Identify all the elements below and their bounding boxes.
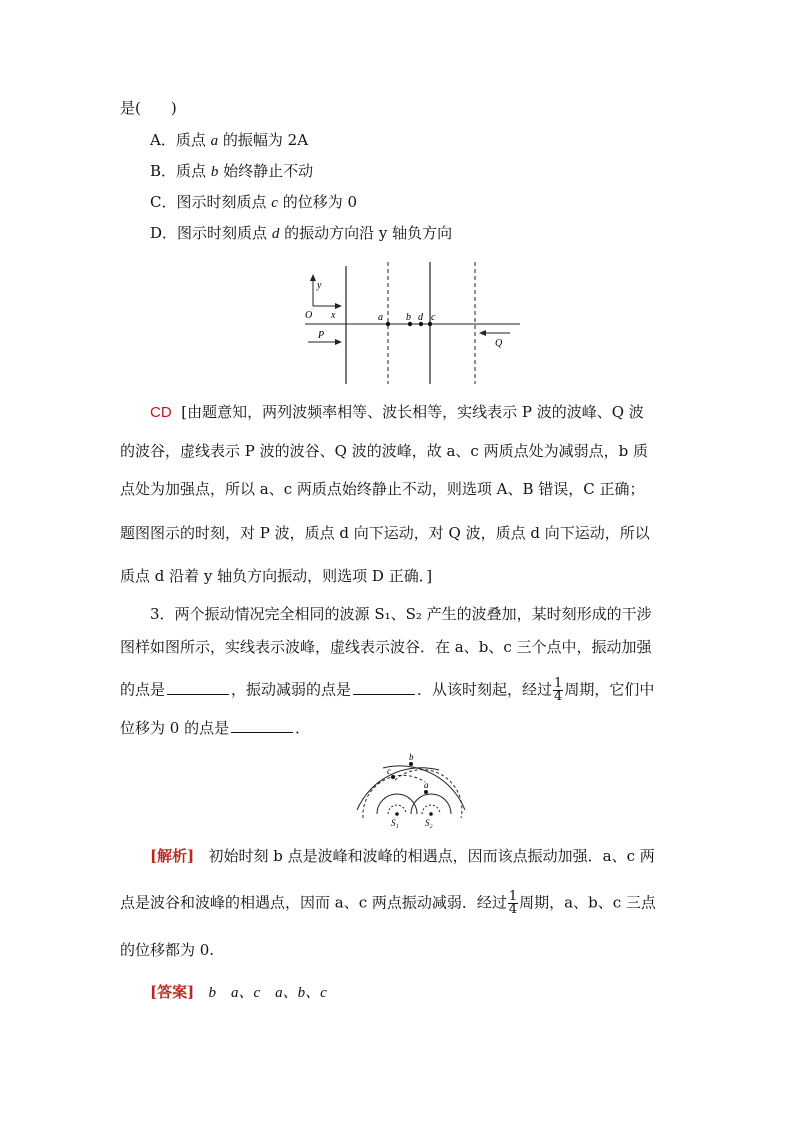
x-axis-label: x	[331, 310, 336, 321]
answer-line	[150, 982, 327, 1003]
origin-label: O	[305, 310, 313, 321]
question-3-line-3: 的点是 ，振动减弱的点是 ．从该时刻起，经过 $\frac{1}{4}$ 周期，它们中	[120, 676, 655, 704]
option-b[interactable]: B．质点 b 始终静止不动	[150, 162, 314, 180]
explanation-line-4: 题图图示的时刻，对 P 波，质点 d 向下运动，对 Q 波，质点 d 向下运动，所以	[120, 524, 650, 542]
wave-superposition-figure	[300, 258, 525, 388]
y-axis-label: y	[317, 280, 322, 291]
label-d: d	[418, 312, 423, 323]
explanation-line-1: CD [由题意知，两列波频率相等、波长相等，实线表示 P 波的波峰、Q 波	[150, 403, 644, 421]
answer-text: b a、c a、b、c	[208, 985, 327, 1001]
label-a: a	[424, 780, 429, 790]
explanation-line-2: 的波谷，虚线表示 P 波的波谷、Q 波的波峰，故 a、c 两质点处为减弱点，b 质	[120, 442, 648, 460]
option-a[interactable]: A．质点 a 的振幅为 2A	[150, 131, 309, 149]
wave-p-label: P	[318, 330, 325, 341]
question-3-line-4: 位移为 0 的点是 ．	[120, 719, 311, 737]
point-a	[386, 322, 390, 326]
point-a	[424, 790, 428, 794]
wave-q-label: Q	[495, 338, 503, 349]
question-3-line-2: 图样如图所示，实线表示波峰，虚线表示波谷．在 a、b、c 三个点中，振动加强	[120, 638, 652, 656]
explanation-line-3: 点处为加强点，所以 a、c 两质点始终静止不动，则选项 A、B 错误，C 正确；	[120, 480, 645, 498]
point-c	[391, 775, 395, 779]
source-s1	[395, 812, 399, 816]
wave-p-arrow	[335, 339, 342, 345]
label-c: c	[431, 312, 436, 323]
question-stem-tail: 是( )	[120, 99, 177, 117]
fraction-quarter: $\frac{1}{4}$	[554, 676, 563, 704]
blank-weakened[interactable]	[353, 694, 415, 695]
fraction-quarter-2: $\frac{1}{4}$	[508, 889, 518, 917]
option-d[interactable]: D．图示时刻质点 d 的振动方向沿 y 轴负方向	[150, 224, 453, 242]
point-b	[409, 762, 413, 766]
explanation-line-5: 质点 d 沿着 y 轴负方向振动，则选项 D 正确．]	[120, 567, 433, 585]
question-3-line-1: 3．两个振动情况完全相同的波源 S₁、S₂ 产生的波叠加，某时刻形成的干涉	[150, 605, 652, 623]
answer-letters: CD	[150, 404, 172, 421]
source-s2	[429, 812, 433, 816]
blank-zero-displacement[interactable]	[231, 732, 293, 733]
analysis-line-3: 的位移都为 0.	[120, 941, 215, 959]
analysis-tag: [解析]	[150, 847, 195, 865]
answer-tag: [答案]	[150, 983, 195, 1001]
analysis-line-1: [解析] 初始时刻 b 点是波峰和波峰的相遇点，因而该点振动加强．a、c 两	[150, 847, 655, 865]
label-s2: S₂	[425, 818, 433, 828]
label-c: c	[387, 766, 391, 776]
label-a: a	[378, 312, 383, 323]
option-c[interactable]: C．图示时刻质点 c 的位移为 0	[150, 193, 358, 211]
analysis-line-2: 点是波谷和波峰的相遇点，因而 a、c 两点振动减弱．经过 $\frac{1}{4}$ 周期，a、b、c 三点	[120, 889, 656, 917]
label-b: b	[406, 312, 411, 323]
interference-figure	[355, 750, 470, 832]
label-b: b	[409, 752, 414, 762]
wave-q-arrow	[479, 330, 486, 336]
blank-strengthened[interactable]	[167, 694, 229, 695]
label-s1: S₁	[391, 818, 399, 828]
